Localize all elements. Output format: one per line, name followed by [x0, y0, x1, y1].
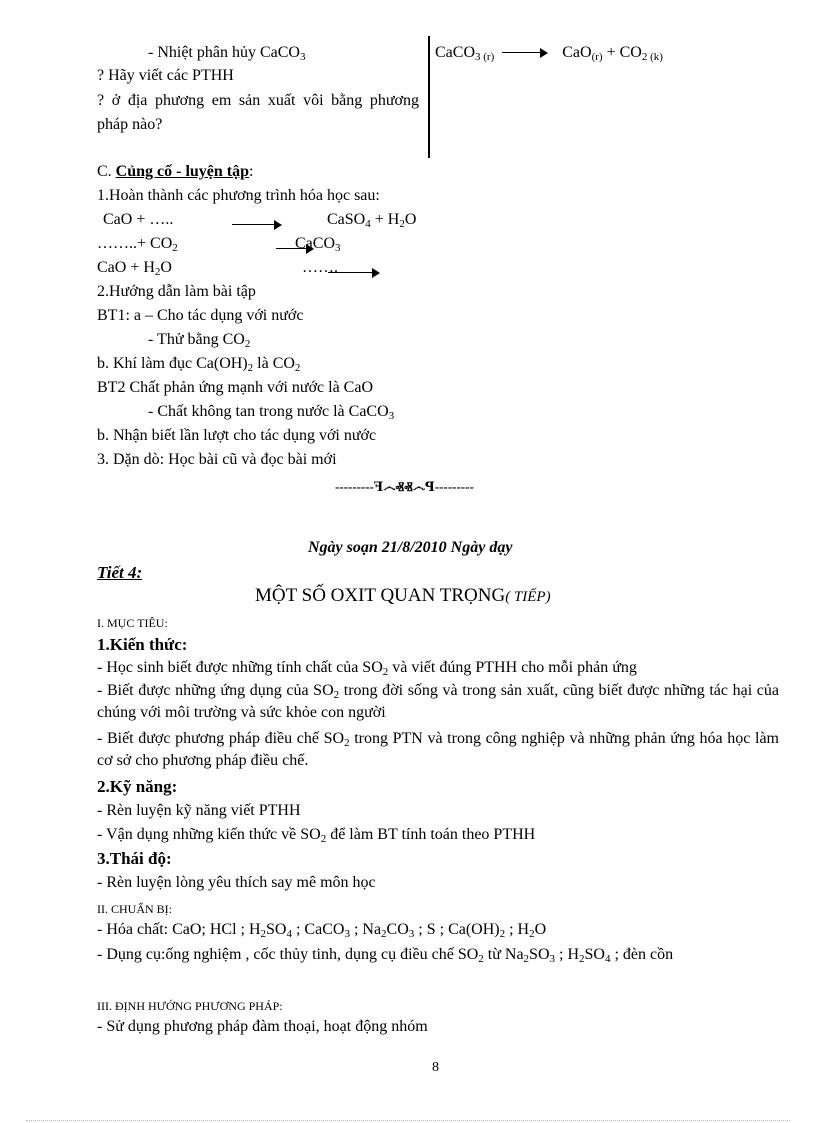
section-heading: II. CHUẨN BỊ: — [97, 902, 172, 916]
arrow-icon — [232, 220, 282, 230]
section-heading: I. MỤC TIÊU: — [97, 616, 168, 630]
text-line: - Học sinh biết được những tính chất của $SO_2$ và viết đúng PTHH cho mỗi phản ứng — [97, 659, 637, 678]
page-number: 8 — [432, 1060, 439, 1075]
equation: CaO + $H_2O$ — [97, 259, 172, 278]
text-line: b. Nhận biết lần lượt cho tác dụng với nước — [97, 427, 377, 444]
arrow-icon — [502, 48, 548, 58]
page-title: MỘT SỐ OXIT QUAN TRỌNG( TIẾP) — [255, 585, 551, 606]
text-line: 3. Dặn dò: Học bài cũ và đọc bài mới — [97, 451, 337, 468]
text-paragraph: - Biết được những ứng dụng của $SO_2$ trong đời sống và trong sản xuất, cũng biết được những tác hại của chúng với môi trường và sức khỏe con người — [97, 682, 779, 721]
equation: CaCO$_{3 (r)}$ $CaO_{(r)} + CO_{2 (k)}$ — [435, 44, 663, 63]
equation: ……. — [302, 259, 338, 276]
text-line: - Thử bằng $CO_2$ — [148, 331, 251, 350]
text-line: - Sử dụng phương pháp đàm thoại, hoạt động nhóm — [97, 1018, 428, 1035]
text-paragraph: ? ở địa phương em sản xuất vôi bằng phương pháp nào? — [97, 92, 419, 133]
text-line: - Rèn luyện kỹ năng viết PTHH — [97, 802, 301, 819]
section-heading: C. Củng cố - luyện tập: — [97, 163, 254, 180]
equation: ……..+ $CO_2$ — [97, 235, 178, 254]
text-line: - Vận dụng những kiến thức về $SO_2$ để làm BT tính toán theo PTHH — [97, 826, 536, 845]
text-line: - Rèn luyện lòng yêu thích say mê môn học — [97, 874, 376, 891]
date-line: Ngày soạn 21/8/2010 Ngày dạy — [308, 539, 513, 556]
subsection-heading: 1.Kiến thức: — [97, 635, 188, 654]
equation: CaO + ….. — [103, 211, 174, 228]
page-edge-divider — [26, 1120, 790, 1121]
text-line: - Chất không tan trong nước là CaCO$_3$ — [148, 403, 395, 422]
table-divider — [428, 36, 430, 158]
ornament-divider: ---------ꟻ෴ⰟⰟ෴ꟼ--------- — [335, 479, 474, 494]
text-line: BT2 Chất phản ứng mạnh với nước là CaO — [97, 379, 373, 396]
text-line: b. Khí làm đục $Ca(OH)_2$ là $CO_2$ — [97, 355, 301, 374]
text-line: 2.Hướng dẫn làm bài tập — [97, 283, 256, 300]
text-line: 1.Hoàn thành các phương trình hóa học sau: — [97, 187, 380, 204]
text-line: BT1: a – Cho tác dụng với nước — [97, 307, 304, 324]
section-heading: III. ĐỊNH HƯỚNG PHƯƠNG PHÁP: — [97, 999, 283, 1013]
equation: CaSO$_4$ + $H_2O$ — [327, 211, 417, 230]
text-paragraph: - Biết được phương pháp điều chế $SO_2$ trong PTN và trong công nghiệp và những phản ứng hóa học làm cơ sở cho phương pháp điều chế. — [97, 730, 779, 769]
text-line: - Hóa chất: CaO; HCl ; $H_2SO_4$ ; CaCO$_3$ ; $Na_2CO_3$ ; S ; $Ca(OH)_2$ ; $H_2O$ — [97, 921, 547, 940]
text-paragraph: - Dụng cụ:ống nghiệm , cốc thủy tinh, dụng cụ điều chế $SO_2$ từ $Na_2SO_3$ ; $H_2SO_4$ ; đèn cồn — [97, 946, 674, 965]
lesson-number: Tiết 4: — [97, 563, 143, 582]
equation: CaCO$_3$ — [295, 235, 341, 254]
text-line: ? Hãy viết các PTHH — [97, 67, 234, 84]
subsection-heading: 3.Thái độ: — [97, 849, 172, 868]
text-line: - Nhiệt phân hủy CaCO$_3$ — [148, 44, 306, 63]
subsection-heading: 2.Kỹ năng: — [97, 777, 178, 796]
